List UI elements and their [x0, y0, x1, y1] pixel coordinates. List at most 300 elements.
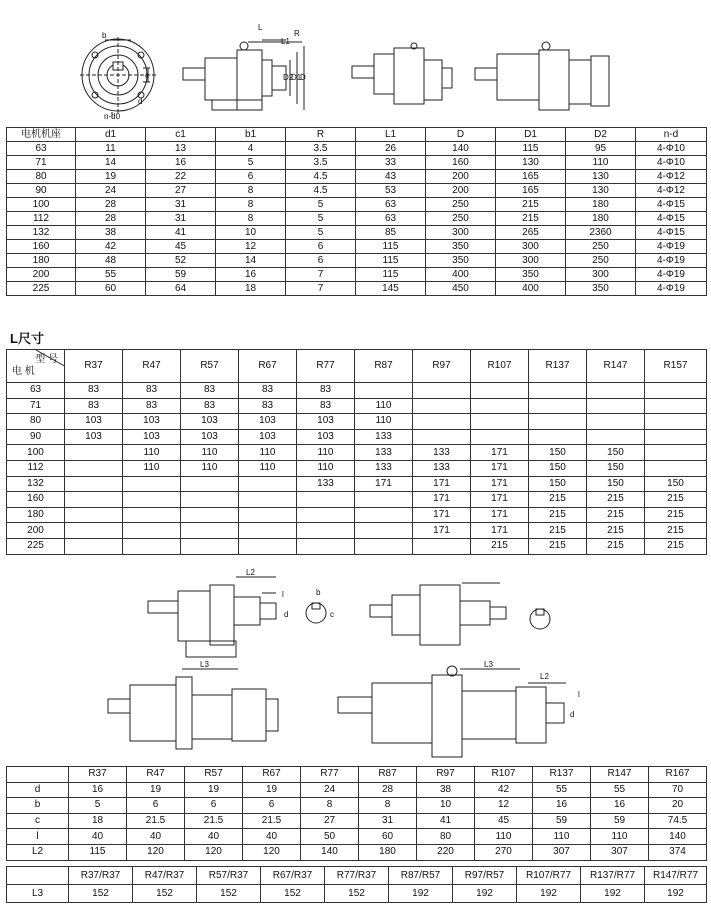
column-header: R — [286, 128, 356, 142]
table-cell: 110 — [297, 445, 355, 461]
table-cell — [471, 414, 529, 430]
table-cell: 14 — [76, 156, 146, 170]
table-cell: 3.5 — [286, 142, 356, 156]
table-cell: 7 — [286, 268, 356, 282]
row-label-cell: 160 — [7, 492, 65, 508]
table-row — [7, 184, 707, 198]
table-cell: 5 — [286, 198, 356, 212]
row-label-cell: 63 — [7, 142, 76, 156]
table-cell: 133 — [413, 460, 471, 476]
table-cell — [645, 460, 707, 476]
table-cell: 103 — [181, 429, 239, 445]
table-cell: 215 — [587, 538, 645, 554]
table-cell: 18 — [69, 813, 127, 829]
l3-dimension-table — [6, 866, 707, 903]
bot-L3-label-2: L3 — [484, 660, 493, 669]
bot-L3-label-1: L3 — [200, 660, 209, 669]
table-cell — [65, 523, 123, 539]
table-cell: 74.5 — [649, 813, 707, 829]
table-cell: 270 — [475, 844, 533, 860]
table-cell: 215 — [496, 198, 566, 212]
table-cell: 250 — [426, 212, 496, 226]
column-header: D1 — [496, 128, 566, 142]
table-cell: 40 — [69, 829, 127, 845]
table-cell: 95 — [566, 142, 636, 156]
table-cell: 110 — [181, 445, 239, 461]
table-row — [7, 798, 707, 814]
table-cell: 4-Φ19 — [636, 254, 707, 268]
table-cell: 4-Φ12 — [636, 184, 707, 198]
table-cell: 215 — [529, 492, 587, 508]
table-cell: 63 — [356, 198, 426, 212]
row-label-cell: 71 — [7, 156, 76, 170]
top-D-label: D — [300, 73, 306, 82]
table-cell: 22 — [146, 170, 216, 184]
table-cell: 8 — [216, 184, 286, 198]
column-header: b1 — [216, 128, 286, 142]
table-cell: 8 — [301, 798, 359, 814]
column-header: R87 — [359, 767, 417, 783]
table-cell: 110 — [123, 460, 181, 476]
table-cell: 4-Φ15 — [636, 212, 707, 226]
table-cell — [239, 538, 297, 554]
table-cell: 300 — [496, 240, 566, 254]
table-cell: 4-Φ19 — [636, 268, 707, 282]
table-cell: 215 — [529, 538, 587, 554]
table-cell: 16 — [216, 268, 286, 282]
table-cell: 110 — [181, 460, 239, 476]
table-cell: 40 — [185, 829, 243, 845]
table-cell: 150 — [529, 476, 587, 492]
table-cell — [297, 507, 355, 523]
table-cell: 27 — [146, 184, 216, 198]
table-cell: 55 — [76, 268, 146, 282]
column-header: R77 — [301, 767, 359, 783]
table-cell — [297, 538, 355, 554]
table-cell: 171 — [471, 492, 529, 508]
table-cell: 115 — [356, 268, 426, 282]
column-header: R57 — [181, 350, 239, 383]
table-cell: 115 — [356, 240, 426, 254]
table-cell: 171 — [355, 476, 413, 492]
table-cell: 171 — [413, 476, 471, 492]
table-cell: 103 — [123, 414, 181, 430]
table-cell: 10 — [417, 798, 475, 814]
table-cell: 165 — [496, 184, 566, 198]
table-cell: 45 — [146, 240, 216, 254]
shaft-dimension-table — [6, 766, 707, 861]
table-row — [7, 829, 707, 845]
table-cell — [529, 398, 587, 414]
table-cell — [587, 383, 645, 399]
reducer-shaft-view-2 — [370, 583, 550, 645]
table-cell: 215 — [587, 507, 645, 523]
table-cell: 83 — [239, 398, 297, 414]
column-header: D — [426, 128, 496, 142]
table-cell: 215 — [645, 492, 707, 508]
table-cell: 83 — [239, 383, 297, 399]
table-cell: 110 — [591, 829, 649, 845]
table-cell: 6 — [127, 798, 185, 814]
table-cell: 59 — [146, 268, 216, 282]
table-cell — [181, 523, 239, 539]
table-cell — [645, 429, 707, 445]
table-cell: 18 — [216, 282, 286, 296]
table-row — [7, 782, 707, 798]
table-cell: 120 — [127, 844, 185, 860]
table-cell: 4-Φ15 — [636, 226, 707, 240]
column-header: R57 — [185, 767, 243, 783]
top-L-label: L — [258, 23, 263, 32]
table-cell — [181, 492, 239, 508]
table-cell: 4.5 — [286, 184, 356, 198]
table-cell: 350 — [426, 254, 496, 268]
l-dimension-table — [6, 349, 707, 555]
table-cell: 6 — [185, 798, 243, 814]
table-cell: 265 — [496, 226, 566, 240]
table-cell: 150 — [587, 445, 645, 461]
table-cell: 374 — [649, 844, 707, 860]
table-cell: 83 — [181, 398, 239, 414]
table-cell — [239, 523, 297, 539]
table-row — [7, 538, 707, 554]
table-cell — [239, 476, 297, 492]
table-cell: 300 — [566, 268, 636, 282]
row-label-cell: 200 — [7, 523, 65, 539]
table-cell: 110 — [239, 460, 297, 476]
table-cell: 16 — [591, 798, 649, 814]
table-cell: 38 — [417, 782, 475, 798]
table-row — [7, 268, 707, 282]
table-row — [7, 170, 707, 184]
column-header: R157 — [645, 350, 707, 383]
row-label-cell: 90 — [7, 429, 65, 445]
table-cell: 307 — [591, 844, 649, 860]
table-cell: 152 — [261, 885, 325, 903]
reducer-view-3 — [475, 42, 609, 110]
table-cell: 171 — [413, 507, 471, 523]
column-header: d1 — [76, 128, 146, 142]
table-cell — [239, 507, 297, 523]
row-label-cell: 112 — [7, 460, 65, 476]
table-cell: 6 — [286, 254, 356, 268]
table-cell: 350 — [496, 268, 566, 282]
table-cell: 6 — [243, 798, 301, 814]
table-cell: 140 — [301, 844, 359, 860]
table-cell — [645, 445, 707, 461]
table-cell: 150 — [587, 476, 645, 492]
table-cell: 80 — [417, 829, 475, 845]
table-cell: 83 — [123, 383, 181, 399]
table-cell: 5 — [286, 226, 356, 240]
table-cell: 19 — [185, 782, 243, 798]
table-row — [7, 429, 707, 445]
table-cell: 400 — [496, 282, 566, 296]
motor-flange-dimension-table — [6, 127, 707, 296]
table-row — [7, 212, 707, 226]
reducer-view-2 — [352, 43, 452, 104]
table-cell: 152 — [69, 885, 133, 903]
table-cell: 115 — [496, 142, 566, 156]
row-label-cell: 63 — [7, 383, 65, 399]
table-cell: 83 — [123, 398, 181, 414]
table-cell: 63 — [356, 212, 426, 226]
table-cell — [65, 538, 123, 554]
table-cell: 215 — [645, 538, 707, 554]
table-cell: 150 — [587, 460, 645, 476]
table-cell: 350 — [426, 240, 496, 254]
table-cell: 55 — [533, 782, 591, 798]
table-cell: 180 — [566, 212, 636, 226]
table-row — [7, 414, 707, 430]
table-cell: 110 — [239, 445, 297, 461]
table-cell: 150 — [529, 460, 587, 476]
table-cell: 133 — [297, 476, 355, 492]
table-cell — [65, 445, 123, 461]
table-cell: 7 — [286, 282, 356, 296]
reducer-shaft-view-1 — [148, 577, 326, 657]
top-R-label: R — [294, 29, 300, 38]
table-cell: 5 — [216, 156, 286, 170]
reducer-motor-view-2 — [338, 666, 566, 757]
column-header: R67 — [239, 350, 297, 383]
table-cell: 200 — [426, 170, 496, 184]
table-cell — [413, 383, 471, 399]
table-cell: 42 — [76, 240, 146, 254]
corner-bottom-label: 电 机 — [12, 366, 35, 377]
table-cell: 41 — [417, 813, 475, 829]
table-cell: 130 — [496, 156, 566, 170]
row-label-cell: 90 — [7, 184, 76, 198]
column-header: R167 — [649, 767, 707, 783]
table-cell — [355, 538, 413, 554]
table-cell: 110 — [566, 156, 636, 170]
table-cell — [645, 414, 707, 430]
table-cell: 38 — [76, 226, 146, 240]
table-cell: 10 — [216, 226, 286, 240]
table-cell: 215 — [471, 538, 529, 554]
table-cell: 4 — [216, 142, 286, 156]
table-cell — [297, 492, 355, 508]
table-row — [7, 142, 707, 156]
table-cell: 21.5 — [185, 813, 243, 829]
table-cell: 192 — [389, 885, 453, 903]
row-label-cell: d — [7, 782, 69, 798]
table-cell — [123, 492, 181, 508]
table-cell: 85 — [356, 226, 426, 240]
table-cell: 133 — [355, 429, 413, 445]
table-cell — [471, 398, 529, 414]
table-cell: 103 — [297, 429, 355, 445]
table-cell: 307 — [533, 844, 591, 860]
table-cell: 45 — [475, 813, 533, 829]
table-header-row — [7, 350, 707, 383]
table-header-row — [7, 867, 707, 885]
table-cell: 60 — [76, 282, 146, 296]
column-header: R57/R37 — [197, 867, 261, 885]
table-cell: 110 — [355, 398, 413, 414]
table-cell — [181, 538, 239, 554]
table-cell: 4-Φ12 — [636, 170, 707, 184]
table-cell: 24 — [76, 184, 146, 198]
table-cell: 192 — [453, 885, 517, 903]
table-cell: 8 — [216, 212, 286, 226]
column-header: R87 — [355, 350, 413, 383]
column-header: R97 — [413, 350, 471, 383]
table-cell: 50 — [301, 829, 359, 845]
table-cell: 171 — [471, 476, 529, 492]
table-cell: 133 — [355, 445, 413, 461]
table-cell: 171 — [471, 507, 529, 523]
table-cell: 26 — [356, 142, 426, 156]
table-cell — [355, 523, 413, 539]
column-header: R47 — [123, 350, 181, 383]
table-cell: 133 — [355, 460, 413, 476]
row-label-cell: L2 — [7, 844, 69, 860]
table-cell: 14 — [216, 254, 286, 268]
table-cell: 400 — [426, 268, 496, 282]
table-cell: 60 — [359, 829, 417, 845]
table-cell: 103 — [65, 429, 123, 445]
bot-l-label: l — [578, 690, 580, 699]
table-cell: 4-Φ10 — [636, 142, 707, 156]
row-label-cell: 180 — [7, 254, 76, 268]
table-cell: 59 — [591, 813, 649, 829]
table-cell: 28 — [359, 782, 417, 798]
column-header: R97/R57 — [453, 867, 517, 885]
table-cell: 250 — [426, 198, 496, 212]
flange-d-label: d — [138, 97, 143, 106]
table-cell: 110 — [475, 829, 533, 845]
table-cell: 150 — [529, 445, 587, 461]
column-header: R77/R37 — [325, 867, 389, 885]
table-cell: 21.5 — [243, 813, 301, 829]
table-cell: 4.5 — [286, 170, 356, 184]
table-row — [7, 507, 707, 523]
table-cell: 171 — [471, 460, 529, 476]
column-header: R37 — [69, 767, 127, 783]
table-cell — [239, 492, 297, 508]
table-cell: 110 — [123, 445, 181, 461]
table-row — [7, 383, 707, 399]
table-cell: 180 — [566, 198, 636, 212]
table-cell: 43 — [356, 170, 426, 184]
table-cell: 4-Φ19 — [636, 282, 707, 296]
table-row — [7, 398, 707, 414]
table-cell — [413, 429, 471, 445]
table-cell — [355, 492, 413, 508]
table-cell: 115 — [69, 844, 127, 860]
table-cell: 171 — [471, 523, 529, 539]
table-cell: 31 — [146, 212, 216, 226]
table-cell — [587, 398, 645, 414]
table-cell: 215 — [496, 212, 566, 226]
table-cell: 8 — [359, 798, 417, 814]
table-cell: 19 — [127, 782, 185, 798]
table-row — [7, 445, 707, 461]
column-header: R147/R77 — [645, 867, 707, 885]
top-D2-label: D2 — [283, 73, 294, 82]
column-header: R107 — [471, 350, 529, 383]
table-cell — [587, 414, 645, 430]
corner-top-label: 型 号 — [35, 354, 58, 365]
table-cell — [123, 507, 181, 523]
column-header: D2 — [566, 128, 636, 142]
mid-L2-label: L2 — [246, 568, 255, 577]
table-cell: 31 — [146, 198, 216, 212]
table-cell — [65, 460, 123, 476]
table-cell: 11 — [76, 142, 146, 156]
table-cell: 140 — [426, 142, 496, 156]
table-cell: 53 — [356, 184, 426, 198]
table-cell: 40 — [127, 829, 185, 845]
column-header: R87/R57 — [389, 867, 453, 885]
table-cell: 115 — [356, 254, 426, 268]
column-header: R77 — [297, 350, 355, 383]
row-label-cell: 200 — [7, 268, 76, 282]
table-header-row — [7, 128, 707, 142]
table-cell: 250 — [566, 254, 636, 268]
table-cell: 19 — [243, 782, 301, 798]
table-cell — [529, 414, 587, 430]
row-label-cell: L3 — [7, 885, 69, 903]
table-row — [7, 254, 707, 268]
table-header-row — [7, 767, 707, 783]
top-drawings — [0, 0, 711, 125]
table-cell — [413, 538, 471, 554]
row-label-cell: 132 — [7, 226, 76, 240]
mid-c-label: c — [330, 610, 334, 619]
flange-b-label: b — [102, 31, 107, 40]
table-row — [7, 156, 707, 170]
row-label-cell: c — [7, 813, 69, 829]
table-cell: 110 — [533, 829, 591, 845]
table-cell: 300 — [496, 254, 566, 268]
table-row — [7, 844, 707, 860]
table-cell: 215 — [529, 507, 587, 523]
top-D1-label: D1 — [291, 73, 302, 82]
table-cell: 13 — [146, 142, 216, 156]
table-cell: 52 — [146, 254, 216, 268]
table-cell — [413, 398, 471, 414]
row-label-cell: 100 — [7, 198, 76, 212]
table-cell — [587, 429, 645, 445]
table-cell: 450 — [426, 282, 496, 296]
table-cell: 2360 — [566, 226, 636, 240]
table-cell: 110 — [355, 414, 413, 430]
table-cell: 27 — [301, 813, 359, 829]
table-cell: 215 — [645, 507, 707, 523]
table-cell: 200 — [426, 184, 496, 198]
table-cell: 83 — [65, 398, 123, 414]
table-cell: 83 — [297, 398, 355, 414]
table-cell: 42 — [475, 782, 533, 798]
table-cell: 145 — [356, 282, 426, 296]
column-header — [7, 767, 69, 783]
table-cell: 300 — [426, 226, 496, 240]
table-cell — [471, 429, 529, 445]
table-cell: 140 — [649, 829, 707, 845]
row-label-cell: b — [7, 798, 69, 814]
table-cell: 171 — [413, 492, 471, 508]
table-cell — [355, 383, 413, 399]
table-cell: 16 — [146, 156, 216, 170]
table-cell: 192 — [581, 885, 645, 903]
table-cell: 16 — [69, 782, 127, 798]
column-header: R137 — [529, 350, 587, 383]
table-cell — [471, 383, 529, 399]
table-cell: 180 — [359, 844, 417, 860]
